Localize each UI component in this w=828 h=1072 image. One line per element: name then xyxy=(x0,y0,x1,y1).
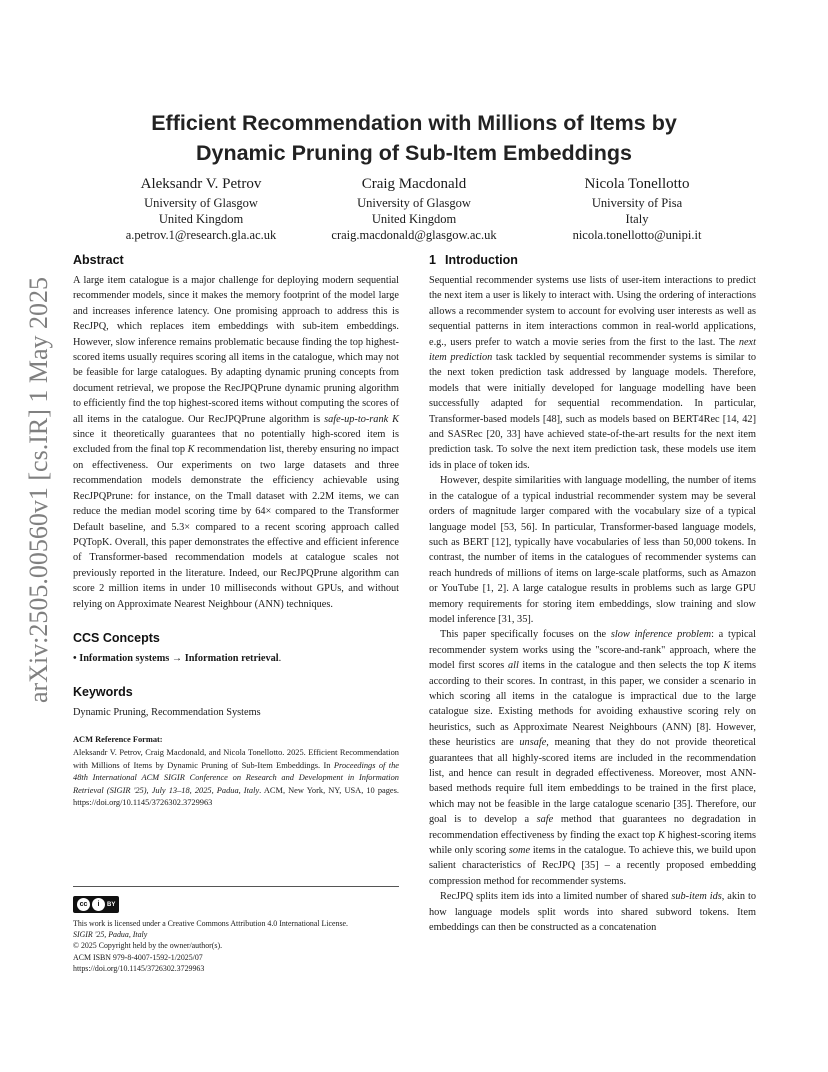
author-affiliation: University of Pisa xyxy=(591,196,683,210)
author-name: Nicola Tonellotto xyxy=(584,176,690,192)
intro-paragraph-3: This paper specifically focuses on the slow inference problem: a typical recommender system works using the "score-and-rank" approach, where the model first scores all items in the catalogue and then selects the top K items according to their scores. In contrast, in this paper, we consider a scenario in which scoring all items in the catalogue is impractical due to the large catalogue size. Existing methods for avoiding exhaustive scoring rely on heuristics, such as Approximate Nearest Neighbours (ANN) [8]. However, these heuristics are unsafe, meaning that they do not provide theoretical guarantees that all highly-scored items are included in the recommendation list, and hence can result in degraded effectiveness. Moreover, most ANN-based methods require full item embeddings to be trained in the first place, which may not be feasible in the large catalogue scenario [35]. Therefore, our goal is to develop a safe method that guarantees no degradation in recommendation effectiveness by finding the exact top K highest-scoring items while only scoring some items in the catalogue. To achieve this, we build upon salient characteristics of RecJPQ [35] – a recently proposed embedding compression method for recommender systems. xyxy=(429,629,756,887)
right-column xyxy=(429,252,756,935)
left-column xyxy=(73,252,399,810)
ccs-link[interactable]: Information systems → Information retrieval xyxy=(79,652,279,664)
ccs-heading: CCS Concepts xyxy=(73,630,160,645)
intro-paragraph-2: However, despite similarities with language modelling, the number of items in the catalogue of a typical industrial recommender system may be several orders of magnitude larger compared with the vocabulary size of a typical language model [53, 56]. In particular, Transformer-based language models, such as BERT [12], typically have vocabularies of less than 50,000 tokens. In contrast, the number of items in the catalogues of recommender systems can reach hundreds of millions of items on large-scale platforms, such as Amazon or YouTube [1, 2]. A large catalogue results in problems such as large GPU memory requirements for storing item embeddings, slow training and slow model inference [31, 35]. xyxy=(429,475,756,625)
license-text xyxy=(73,918,399,974)
author-country: Italy xyxy=(625,212,649,226)
acm-reference-heading: ACM Reference Format: xyxy=(73,735,163,745)
ccs-item: • Information systems → Information retrieval. xyxy=(73,652,282,664)
acm-reference-text: Aleksandr V. Petrov, Craig Macdonald, and Nicola Tonellotto. 2025. Efficient Recommendation with Millions of Items by Dynamic Pruning of Sub-Item Embeddings. In Proceedings of the 48th International ACM SIGIR Conference on Research and Development in Information Retrieval (SIGIR '25), July 13–18, 2025, Padua, Italy. ACM, New York, NY, USA, 10 pages. https://doi.org/10.1145/3726302.3729963 xyxy=(73,747,399,808)
author-country: United Kingdom xyxy=(158,212,244,226)
author-affiliation: University of Glasgow xyxy=(357,196,471,210)
keywords-heading: Keywords xyxy=(73,684,133,699)
intro-paragraph-1: Sequential recommender systems use lists of user-item interactions to predict the next item a user is likely to interact with. Using the ordering of interactions allows a recommender system to account for evolving user interests as well as sequential patterns in item interactions common in real-world applications, e.g., users prefer to watch a movie series from the first to the last. The next item prediction task tackled by sequential recommender systems is similar to the next token prediction task addressed by language models. Therefore, models that were initially developed for language modelling have been successfully adapted for sequential recommendation. In particular, Transformer-based models [48], such as models based on BERT4Rec [14, 42] and SASRec [20, 33] have achieved state-of-the-art results for the next item prediction task. To solve the next item prediction task, these models use item ids in place of token ids. xyxy=(429,275,756,471)
license-copyright: © 2025 Copyright held by the owner/author(s). xyxy=(73,941,223,951)
author-block-1 xyxy=(91,174,311,243)
title-line-1: Efficient Recommendation with Millions of Items by xyxy=(151,111,677,135)
abstract-text: A large item catalogue is a major challenge for deploying modern sequential recommender models, since it makes the memory footprint of the model large and increases inference latency. One promising approach to address this is RecJPQ, which replaces item embeddings with sub-item embeddings. However, slow inference remains problematic because finding the top highest-scored items usually requires scoring all items in the catalogue, which may not be feasible for large catalogues. By adapting dynamic pruning concepts from document retrieval, we propose the RecJPQPrune dynamic pruning algorithm to efficiently find the top highest-scored items without computing the scores of all items in the catalogue. Our RecJPQPrune algorithm is safe-up-to-rank K since it theoretically guarantees that no potentially high-scored item is excluded from the final top K recommendation list, thereby ensuring no impact on effectiveness. Our experiments on two large datasets and three recommendation models demonstrate the efficiency achievable using RecJPQPrune: for instance, on the Tmall dataset with 2.2M items, we can reduce the median model scoring time by 64× compared to the Transformer Default baseline, and 5.3× compared to a recent scoring approach called PQTopK. Overall, this paper demonstrates the effective and efficient inference of Transformer-based recommendation models at catalogue scales not previously reported in the literature. Indeed, our RecJPQPrune algorithm can score 2 million items in under 10 milliseconds without GPUs, and without relying on Approximate Nearest Neighbour (ANN) techniques. xyxy=(73,275,400,610)
license-venue: SIGIR '25, Padua, Italy xyxy=(73,930,148,940)
intro-paragraph-4: RecJPQ splits item ids into a limited number of shared sub-item ids, akin to how language models split words into shared subword tokens. Item embeddings can then be constructed as a concatenation xyxy=(429,891,756,934)
abstract-heading: Abstract xyxy=(73,253,124,267)
keywords-text: Dynamic Pruning, Recommendation Systems xyxy=(73,706,261,718)
keywords xyxy=(73,684,399,720)
arxiv-stamp-text: arXiv:2505.00560v1 [cs.IR] 1 May 2025 xyxy=(24,276,53,704)
cc-by-logo[interactable] xyxy=(73,896,119,913)
license-isbn: ACM ISBN 979-8-4007-1592-1/2025/07 xyxy=(73,952,203,962)
introduction-heading: 1 Introduction xyxy=(429,253,518,267)
license-block xyxy=(73,886,399,974)
arxiv-stamp xyxy=(24,276,54,704)
author-name: Craig Macdonald xyxy=(361,176,467,192)
author-email: a.petrov.1@research.gla.ac.uk xyxy=(125,228,277,242)
title-line-2: Dynamic Pruning of Sub-Item Embeddings xyxy=(195,141,632,165)
paper-title xyxy=(100,108,728,168)
license-line: This work is licensed under a Creative Commons Attribution 4.0 International License. xyxy=(73,919,349,928)
author-country: United Kingdom xyxy=(371,212,457,226)
acm-reference xyxy=(73,734,399,810)
cc-icon: cc xyxy=(77,898,90,911)
author-name: Aleksandr V. Petrov xyxy=(140,176,262,192)
author-block-3 xyxy=(527,174,747,243)
author-email: craig.macdonald@glasgow.ac.uk xyxy=(331,228,497,242)
author-email: nicola.tonellotto@unipi.it xyxy=(572,228,702,242)
author-block-2 xyxy=(304,174,524,243)
license-doi[interactable]: https://doi.org/10.1145/3726302.3729963 xyxy=(73,963,205,973)
author-affiliation: University of Glasgow xyxy=(144,196,258,210)
by-label: BY xyxy=(107,901,116,908)
person-icon: i xyxy=(92,898,105,911)
ccs-concepts xyxy=(73,630,399,666)
